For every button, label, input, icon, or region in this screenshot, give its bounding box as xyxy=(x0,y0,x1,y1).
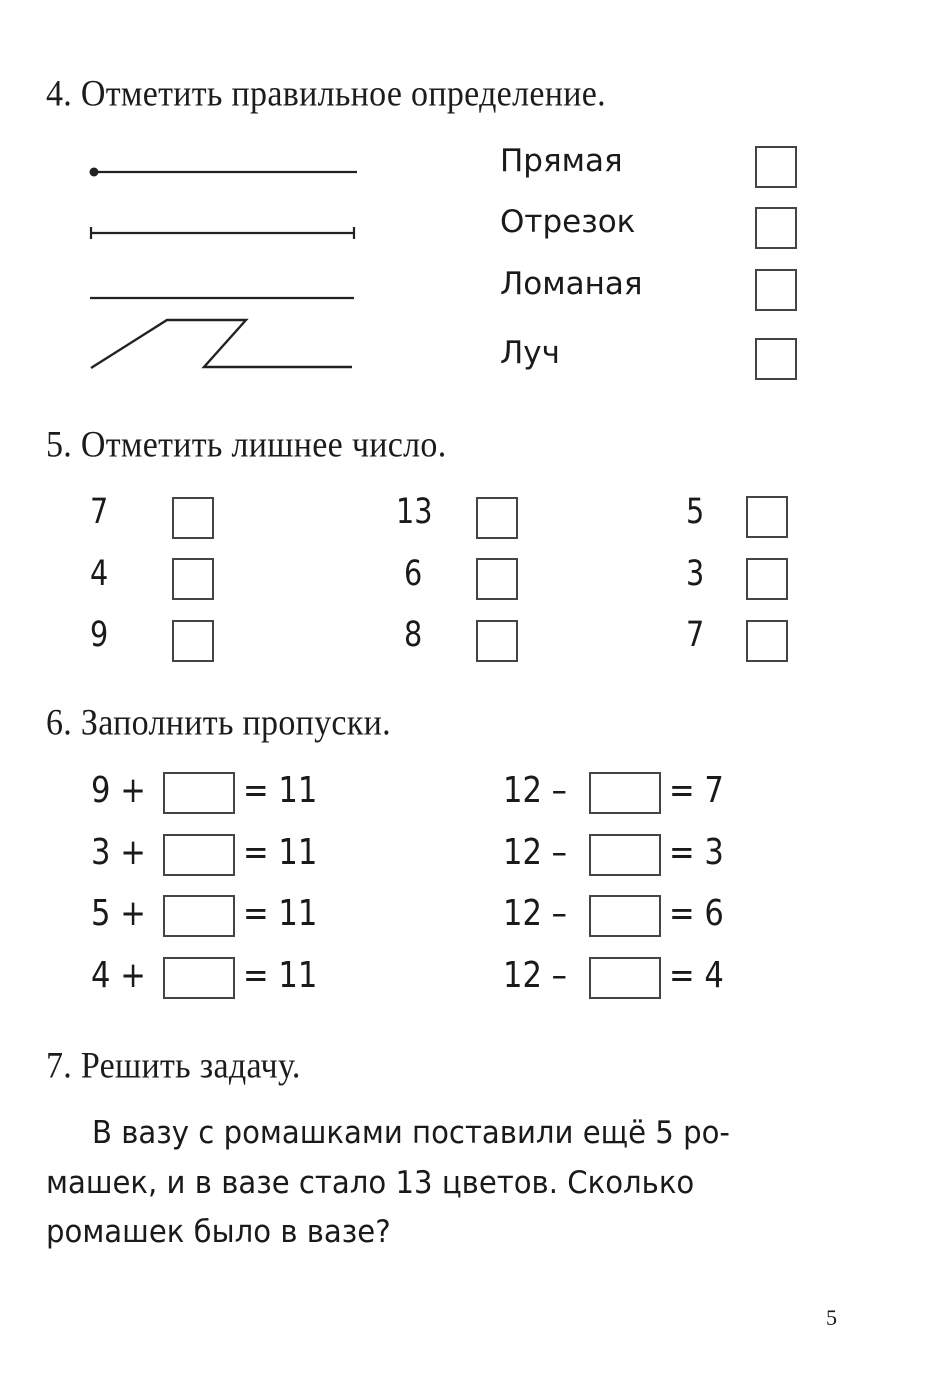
polyline-figure-icon xyxy=(91,320,352,368)
option-checkbox-1[interactable] xyxy=(755,146,797,188)
equation-operand: 12 – xyxy=(503,770,567,811)
task6-title: 6. Заполнить пропуски. xyxy=(46,703,391,743)
number-item: 4 xyxy=(90,554,109,594)
number-item: 3 xyxy=(686,554,705,594)
equation-operand: 3 + xyxy=(91,832,146,873)
blank-input[interactable] xyxy=(589,772,661,814)
number-checkbox[interactable] xyxy=(172,497,214,539)
option-label-2: Отрезок xyxy=(500,204,636,240)
number-checkbox[interactable] xyxy=(172,620,214,662)
problem-line-3: ромашек было в вазе? xyxy=(46,1214,391,1250)
number-item: 13 xyxy=(396,492,433,532)
equation-result: = 3 xyxy=(669,832,724,873)
blank-input[interactable] xyxy=(589,957,661,999)
problem-line-2: машек, и в вазе стало 13 цветов. Сколько xyxy=(46,1165,695,1201)
blank-input[interactable] xyxy=(589,834,661,876)
equation-result: = 11 xyxy=(243,770,318,811)
blank-input[interactable] xyxy=(163,957,235,999)
number-item: 7 xyxy=(90,492,109,532)
equation-result: = 11 xyxy=(243,893,318,934)
blank-input[interactable] xyxy=(163,895,235,937)
blank-input[interactable] xyxy=(589,895,661,937)
task4-title: 4. Отметить правильное определение. xyxy=(46,74,606,114)
equation-operand: 12 – xyxy=(503,955,567,996)
number-item: 5 xyxy=(686,492,705,532)
ray-figure-icon xyxy=(90,168,358,177)
page-number: 5 xyxy=(826,1305,837,1330)
option-label-4: Луч xyxy=(500,335,560,371)
equation-operand: 9 + xyxy=(91,770,146,811)
number-item: 7 xyxy=(686,615,705,655)
equation-operand: 5 + xyxy=(91,893,146,934)
number-checkbox[interactable] xyxy=(476,620,518,662)
option-label-1: Прямая xyxy=(500,143,623,179)
option-checkbox-2[interactable] xyxy=(755,207,797,249)
number-checkbox[interactable] xyxy=(476,558,518,600)
option-checkbox-3[interactable] xyxy=(755,269,797,311)
equation-operand: 12 – xyxy=(503,893,567,934)
equation-result: = 11 xyxy=(243,832,318,873)
number-item: 8 xyxy=(404,615,423,655)
task7-title: 7. Решить задачу. xyxy=(46,1046,301,1086)
task5-title: 5. Отметить лишнее число. xyxy=(46,425,447,465)
number-checkbox[interactable] xyxy=(172,558,214,600)
equation-result: = 7 xyxy=(669,770,724,811)
number-checkbox[interactable] xyxy=(746,620,788,662)
equation-operand: 4 + xyxy=(91,955,146,996)
problem-line-1: В вазу с ромашками поставили ещё 5 ро- xyxy=(92,1115,730,1151)
equation-result: = 11 xyxy=(243,955,318,996)
geometry-figures xyxy=(80,150,370,385)
number-item: 6 xyxy=(404,554,423,594)
segment-figure-icon xyxy=(91,227,354,239)
number-checkbox[interactable] xyxy=(746,558,788,600)
equation-operand: 12 – xyxy=(503,832,567,873)
equation-result: = 6 xyxy=(669,893,724,934)
blank-input[interactable] xyxy=(163,834,235,876)
number-checkbox[interactable] xyxy=(746,496,788,538)
option-label-3: Ломаная xyxy=(500,266,643,302)
equation-result: = 4 xyxy=(669,955,724,996)
option-checkbox-4[interactable] xyxy=(755,338,797,380)
number-item: 9 xyxy=(90,615,109,655)
number-checkbox[interactable] xyxy=(476,497,518,539)
blank-input[interactable] xyxy=(163,772,235,814)
